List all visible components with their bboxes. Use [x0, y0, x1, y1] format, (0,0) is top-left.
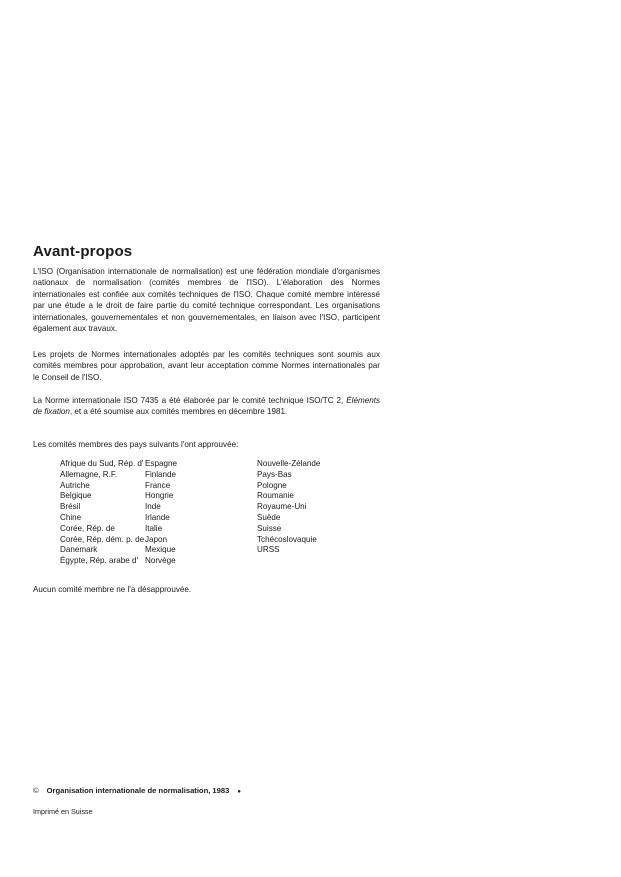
country-item: Corée, Rép. de: [60, 523, 115, 533]
country-item: Tchécoslovaquie: [257, 534, 317, 544]
norm-text-2: , et a été soumise aux comités membres en décembre 1981.: [69, 407, 288, 417]
country-column-2: [145, 459, 177, 567]
country-item: Suède: [257, 512, 281, 522]
copyright-line: [33, 786, 241, 795]
paragraph-norm: [33, 395, 380, 418]
country-item: Nouvelle-Zélande: [257, 459, 321, 468]
disapproval-note: Aucun comité membre ne l'a désapprouvée.: [33, 585, 192, 594]
norm-text-1: La Norme internationale ISO 7435 a été élaborée par le comité technique ISO/TC 2,: [33, 396, 347, 405]
country-column-1: [60, 459, 144, 567]
country-item: Italie: [145, 523, 163, 533]
country-item: Mexique: [145, 545, 176, 555]
country-item: Japon: [145, 534, 168, 544]
country-item: Inde: [145, 502, 161, 512]
country-item: Irlande: [145, 512, 170, 522]
country-item: Égypte, Rép. arabe d': [60, 556, 139, 566]
norm-committee-title: Éléments de fixation: [33, 396, 380, 417]
country-item: Afrique du Sud, Rép. d': [60, 459, 144, 468]
country-item: Royaume-Uni: [257, 502, 307, 512]
country-item: Espagne: [145, 459, 177, 468]
copyright-text: Organisation internationale de normalisation, 1983: [46, 786, 230, 795]
country-item: Suisse: [257, 523, 282, 533]
country-item: URSS: [257, 545, 280, 555]
paragraph-projects: Les projets de Normes internationales adoptés par les comités techniques sont soumis aux comités membres pour approbation, avant leur acceptation comme Normes internationales par le Conseil de l'ISO.: [33, 350, 380, 382]
copyright-icon: ©: [33, 786, 39, 795]
country-item: Pologne: [257, 480, 287, 490]
paragraph-iso-intro: L'ISO (Organisation internationale de normalisation) est une fédération mondiale d'organismes nationaux de normalisation (comités membres de l'ISO). L'élaboration des Normes internationales est confiée aux comités techniques de l'ISO. Chaque comité membre intéressé par une étude a le droit de faire partie du comité technique correspondant. Les organisations internationales, gouvernementales et non gouvernementales, en liaison avec l'ISO, participent également aux travaux.: [33, 267, 380, 334]
page-title: Avant-propos: [33, 243, 133, 260]
country-item: Pays-Bas: [257, 469, 292, 479]
country-item: Chine: [60, 512, 82, 522]
country-item: Danemark: [60, 545, 98, 555]
country-item: Autriche: [60, 480, 90, 490]
country-item: Belgique: [60, 491, 92, 501]
approval-intro: Les comités membres des pays suivants l'ont approuvée:: [33, 440, 239, 449]
country-item: Allemagne, R.F.: [60, 469, 118, 479]
country-item: Brésil: [60, 502, 81, 512]
country-item: Roumanie: [257, 491, 294, 501]
printed-in: Imprimé en Suisse: [33, 807, 93, 816]
country-item: Corée, Rép. dém. p. de: [60, 534, 145, 544]
country-item: France: [145, 480, 171, 490]
country-item: Hongrie: [145, 491, 174, 501]
country-column-3: [257, 459, 320, 556]
bullet-icon: ●: [237, 789, 241, 795]
country-item: Norvège: [145, 556, 176, 566]
country-item: Finlande: [145, 469, 177, 479]
